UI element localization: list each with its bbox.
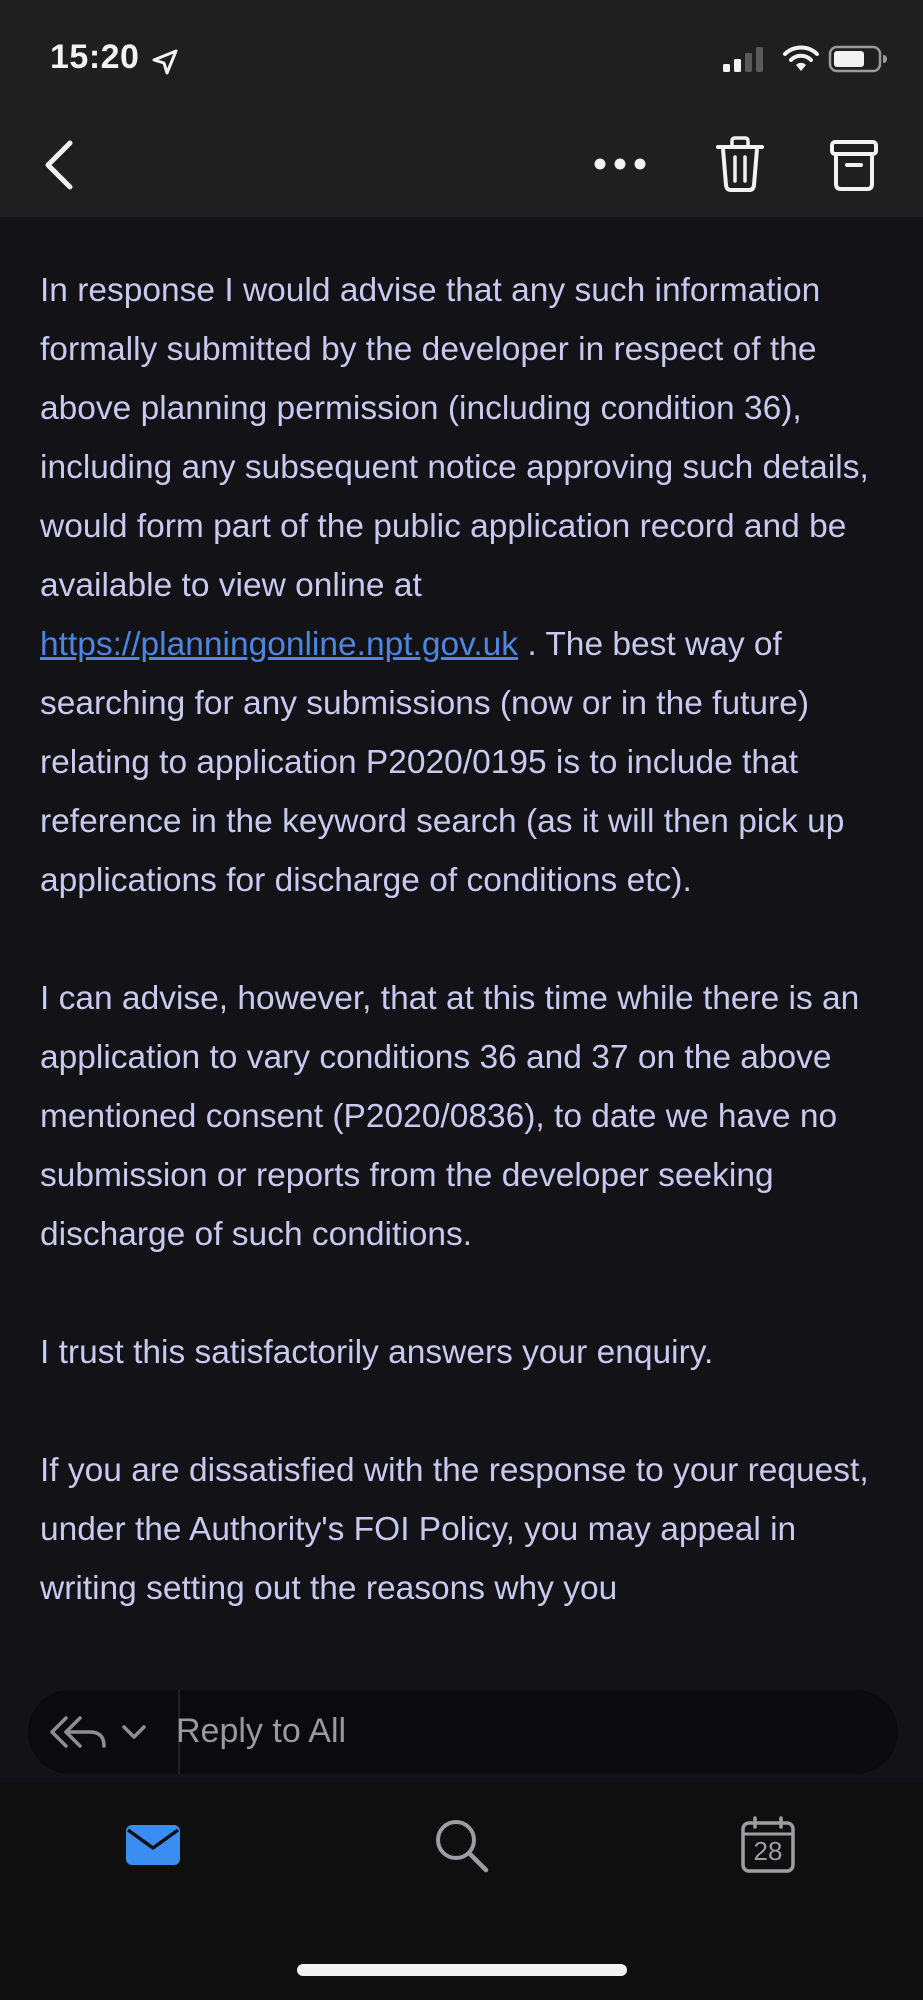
calendar-tab[interactable] xyxy=(740,1816,796,1874)
email-paragraph: If you are dissatisfied with the response to your request, under the Authority's FOI Policy, you may appeal in writing setting out the reasons why you xyxy=(40,1452,869,1607)
location-arrow-icon xyxy=(150,47,180,77)
battery-icon xyxy=(828,44,890,74)
status-bar xyxy=(0,0,923,115)
reply-area xyxy=(0,1672,923,1782)
trash-icon[interactable] xyxy=(714,135,766,193)
email-paragraph xyxy=(40,261,900,910)
planning-online-link[interactable]: https://planningonline.npt.gov.uk xyxy=(40,626,519,663)
tab-bar xyxy=(0,1782,923,2000)
email-body[interactable] xyxy=(0,217,923,1672)
home-indicator[interactable] xyxy=(297,1964,627,1976)
email-text xyxy=(40,261,900,1672)
reply-bar[interactable] xyxy=(28,1690,898,1774)
reply-to-all-label[interactable]: Reply to All xyxy=(176,1712,347,1750)
paragraph-text: In response I would advise that any such information formally submitted by the developer in respect of the above planning permission (including condition 36), including any subsequent notice approving such details, would form part of the public application record and be available to view online at xyxy=(40,272,869,604)
status-time: 15:20 xyxy=(50,38,140,76)
chevron-left-icon[interactable] xyxy=(40,137,80,193)
message-toolbar xyxy=(0,115,923,217)
email-paragraph: I trust this satisfactorily answers your enquiry. xyxy=(40,1334,714,1371)
mail-icon[interactable] xyxy=(124,1822,182,1868)
paragraph-text: . The best way of searching for any submissions (now or in the future) relating to application P2020/0195 is to include that reference in the keyword search (as it will then pick up applications for discharge of conditions etc). xyxy=(40,626,845,899)
reply-all-icon[interactable] xyxy=(46,1706,164,1758)
wifi-icon xyxy=(782,43,820,73)
archive-icon[interactable] xyxy=(828,137,880,193)
cellular-signal-icon xyxy=(722,46,770,72)
search-icon[interactable] xyxy=(432,1816,490,1874)
calendar-day: 28 xyxy=(753,1836,783,1866)
chevron-down-icon xyxy=(124,1727,144,1737)
ellipsis-icon[interactable] xyxy=(590,139,650,189)
email-paragraph: I can advise, however, that at this time while there is an application to vary conditions 36 and 37 on the above mentioned consent (P2020/0836), to date we have no submission or reports from the developer seeking discharge of such conditions. xyxy=(40,980,860,1253)
